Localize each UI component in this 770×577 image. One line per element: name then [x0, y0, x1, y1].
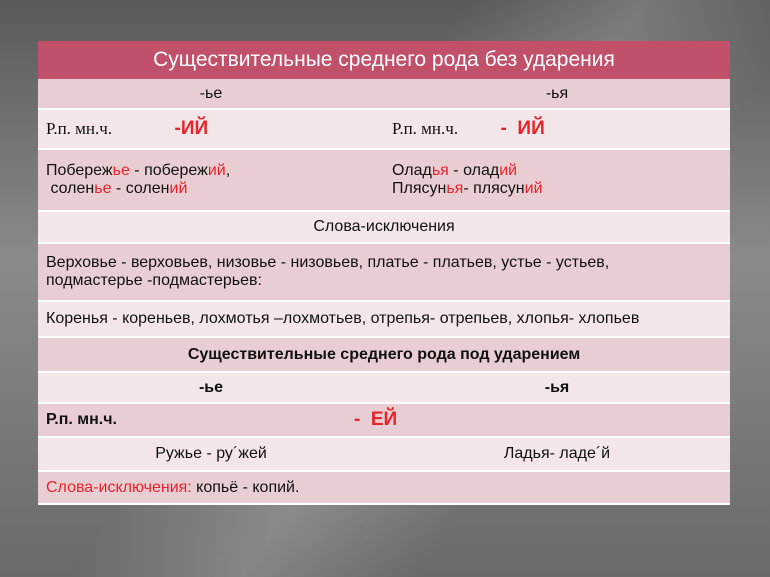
ending-ya: -ья — [384, 79, 730, 109]
example-line: Побережье - побережий, — [46, 162, 231, 179]
stressed-endings-row — [38, 372, 730, 403]
stressed-exceptions-row — [38, 471, 730, 504]
exceptions-row-2 — [38, 301, 730, 337]
genitive-cell-2 — [384, 109, 730, 149]
genitive-label: Р.п. мн.ч. — [392, 119, 459, 138]
exceptions-line: подмастерье -подмастерьев: — [46, 272, 262, 289]
table-title-row — [38, 41, 730, 79]
exceptions-title-row — [38, 211, 730, 243]
genitive-cell-1 — [38, 109, 384, 149]
exceptions-text-1 — [38, 243, 730, 301]
stressed-examples-row — [38, 437, 730, 471]
endings-row — [38, 79, 730, 109]
examples-ya — [384, 149, 730, 211]
example-line: соленье - солений — [46, 180, 188, 197]
stressed-genitive-ending: - ЕЙ — [354, 409, 398, 430]
exceptions-title: Слова-исключения — [38, 211, 730, 243]
ending-ye: -ье — [38, 79, 384, 109]
exceptions-line: Верховье - верховьев, низовье - низовьев, платье - платьев, устье - устьев, — [46, 254, 610, 271]
stressed-genitive-label: Р.п. мн.ч. — [46, 411, 117, 428]
grammar-table — [38, 41, 730, 505]
exceptions-text-2: Коренья - кореньев, лохмотья –лохмотьев, отрепья- отрепьев, хлопья- хлопьев — [38, 301, 730, 337]
examples-ye — [38, 149, 384, 211]
genitive-ending: - ИЙ — [500, 118, 545, 139]
stressed-ending-ye: -ье — [38, 372, 384, 403]
example-line: Оладья - оладий — [392, 162, 518, 179]
stressed-exceptions-label: Слова-исключения: — [46, 478, 192, 496]
stressed-title-row — [38, 337, 730, 372]
stressed-exceptions-text: копьё - копий. — [191, 478, 300, 496]
stressed-example-ye: Ружье - ру´жей — [38, 437, 384, 471]
example-line: Плясунья- плясуний — [392, 180, 543, 197]
stressed-genitive-ending-cell — [354, 403, 730, 437]
genitive-ending: -ИЙ — [174, 118, 209, 139]
stressed-example-ya: Ладья- ладе´й — [384, 437, 730, 471]
stressed-title: Существительные среднего рода под ударением — [38, 337, 730, 372]
genitive-label: Р.п. мн.ч. — [46, 119, 113, 138]
stressed-exceptions — [38, 471, 730, 504]
examples-row — [38, 149, 730, 211]
table-title: Существительные среднего рода без ударения — [38, 41, 730, 79]
genitive-row — [38, 109, 730, 149]
stressed-genitive-row — [38, 403, 730, 437]
stressed-ending-ya: -ья — [384, 372, 730, 403]
stressed-genitive-cell — [38, 403, 384, 437]
exceptions-row-1 — [38, 243, 730, 301]
